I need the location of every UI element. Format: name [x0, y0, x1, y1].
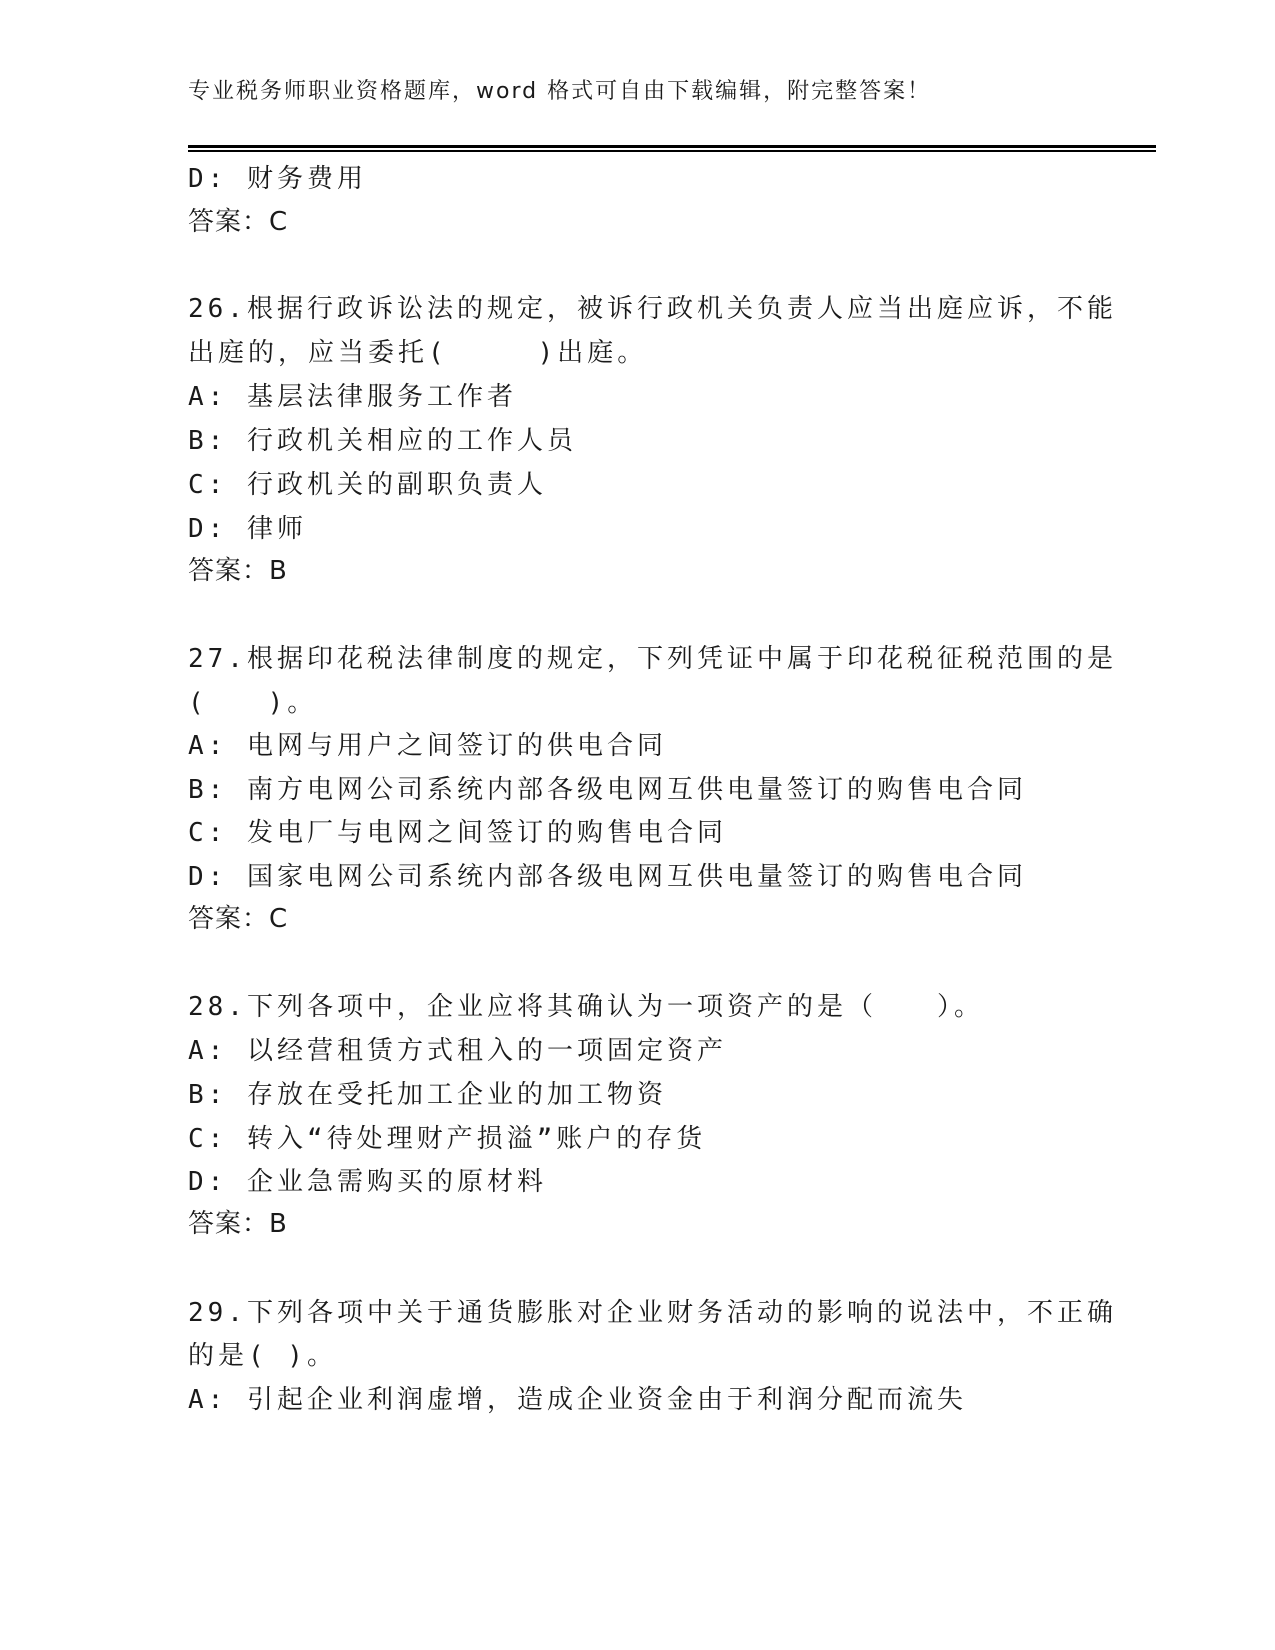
answer: 答案：B — [188, 556, 288, 586]
question-stem: 的是( )。 — [188, 1341, 337, 1371]
question-stem: 26.根据行政诉讼法的规定，被诉行政机关负责人应当出庭应诉，不能 — [188, 294, 1117, 324]
header-rule-thick — [188, 145, 1156, 148]
option-a: A: 基层法律服务工作者 — [188, 382, 517, 412]
question-stem: 出庭的，应当委托( )出庭。 — [188, 338, 648, 368]
option-b: B: 行政机关相应的工作人员 — [188, 426, 577, 456]
option-d: D: 国家电网公司系统内部各级电网互供电量签订的购售电合同 — [188, 862, 1027, 892]
option-c: C: 转入“待处理财产损溢”账户的存货 — [188, 1124, 707, 1154]
option-c: C: 行政机关的副职负责人 — [188, 470, 547, 500]
header-rule-thin — [188, 150, 1156, 152]
option-d: D: 企业急需购买的原材料 — [188, 1167, 547, 1197]
header-title: 专业税务师职业资格题库，word 格式可自由下载编辑，附完整答案！ — [188, 79, 932, 104]
option-d: D: 律师 — [188, 514, 307, 544]
question-stem: 28.下列各项中，企业应将其确认为一项资产的是（ ）。 — [188, 992, 984, 1022]
option-a: A: 以经营租赁方式租入的一项固定资产 — [188, 1036, 727, 1066]
option-a: A: 电网与用户之间签订的供电合同 — [188, 731, 667, 761]
question-stem: 29.下列各项中关于通货膨胀对企业财务活动的影响的说法中，不正确 — [188, 1298, 1117, 1328]
option-b: B: 存放在受托加工企业的加工物资 — [188, 1080, 667, 1110]
option-d: D: 财务费用 — [188, 164, 367, 194]
option-b: B: 南方电网公司系统内部各级电网互供电量签订的购售电合同 — [188, 775, 1027, 805]
option-c: C: 发电厂与电网之间签订的购售电合同 — [188, 818, 727, 848]
question-stem: 27.根据印花税法律制度的规定，下列凭证中属于印花税征税范围的是 — [188, 644, 1117, 674]
question-stem: ( )。 — [188, 688, 318, 718]
answer: 答案：C — [188, 904, 289, 934]
option-a: A: 引起企业利润虚增，造成企业资金由于利润分配而流失 — [188, 1385, 967, 1415]
answer: 答案：B — [188, 1209, 288, 1239]
answer: 答案：C — [188, 207, 289, 237]
